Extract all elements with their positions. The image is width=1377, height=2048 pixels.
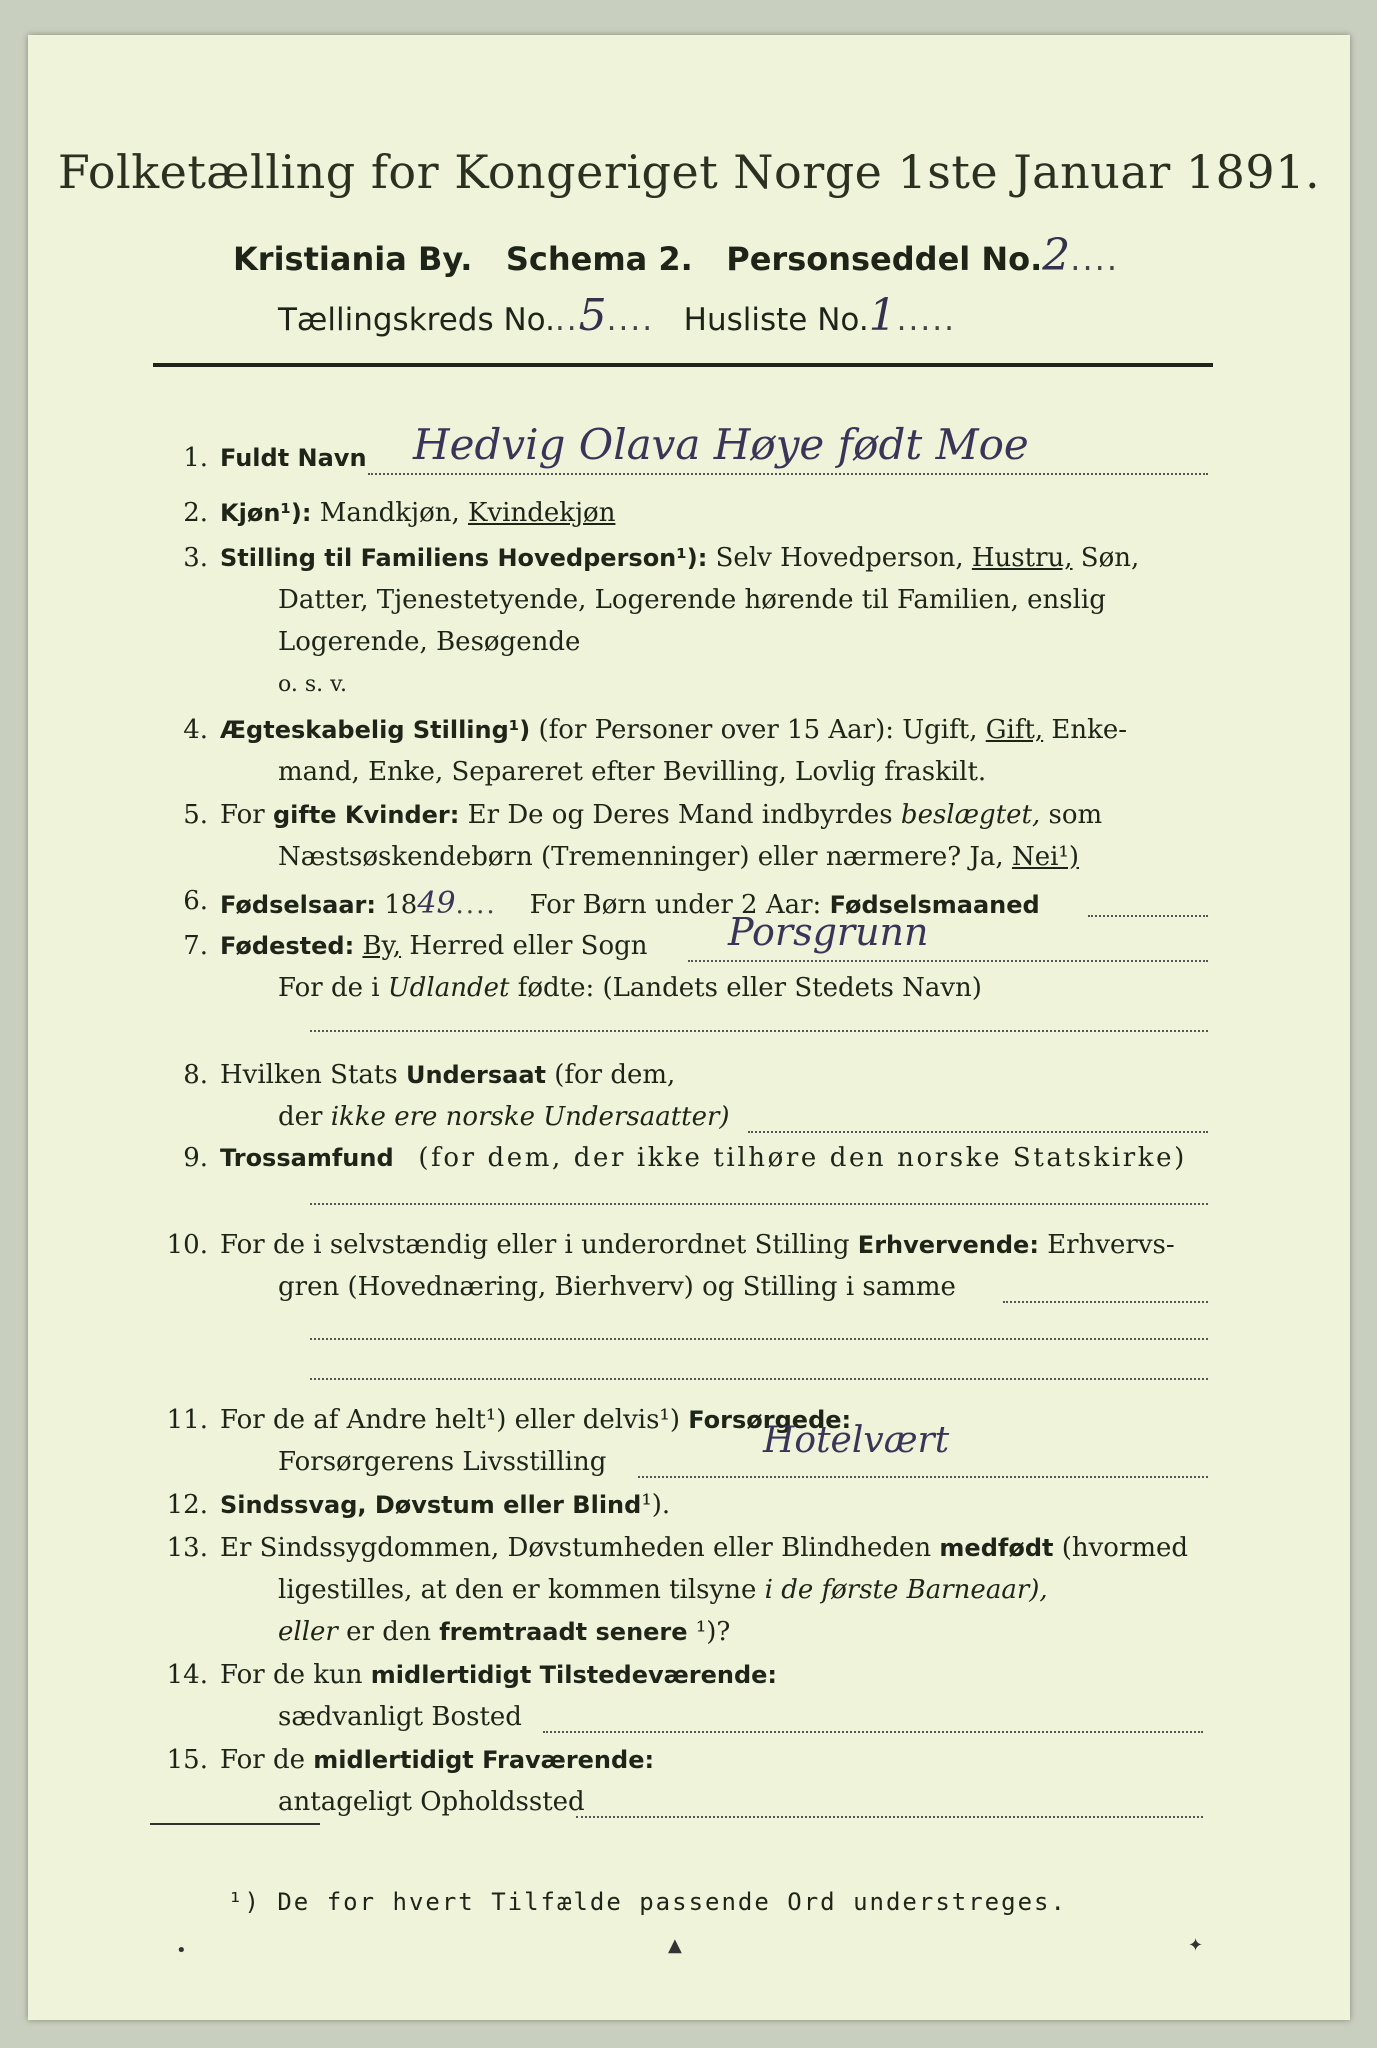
punch-mark-icon: • [176, 1940, 187, 1961]
personseddel-label: Personseddel No. [726, 240, 1043, 278]
position-marked: Hustru, [971, 543, 1073, 573]
kreds-number: 5 [578, 290, 607, 341]
kreds-label: Tællingskreds No. [278, 302, 555, 338]
full-name-value: Hedvig Olava Høye født Moe [413, 420, 1029, 469]
footnote: ¹) De for hvert Tilfælde passende Ord understreges. [228, 1888, 1067, 1916]
full-name-label: Fuldt Navn [220, 444, 367, 472]
provider-occupation-value: Hotelvært [763, 1420, 950, 1461]
birthplace-marked: By, [362, 931, 402, 961]
punch-mark-icon: ✦ [1188, 1935, 1204, 1956]
punch-mark-icon: ▲ [668, 1935, 682, 1956]
header-rule [153, 363, 1213, 367]
husliste-label: Husliste No. [683, 302, 869, 338]
census-form: Folketælling for Kongeriget Norge 1ste Januar 1891. Kristiania By. Schema 2. Personseddel No.2.... Tællingskreds No...5.... Husliste No.1..... 1. Fuldt Navn Hedvig Olava Høye født Moe 2. Kjøn¹): Mandkjøn, Kvindekjøn 3. Stilling til Familiens Hovedperson¹): Selv Hovedperson, Hustru, Søn, Datter, Tjenestetyende, Logerende hørende til Familien, enslig Logerende, Besøgende o. s. v. 4. Ægteskabelig Stilling¹) (for Personer over 15 Aar): Ugift, Gift, Enke- mand, Enke, Separeret efter Bevilling, Lovlig fraskilt. 5. For gifte Kvinder: Er De og Deres Mand indbyrdes beslægtet, som Næstsøskendebørn (Tremenninger) eller nærmere? Ja, Nei¹) 6. Fødselsaar: 1849.... For Børn under 2 Aar: Fødselsmaaned 7. Fødested: By, Herred eller Sogn Porsgrunn For de i Udlandet fødte: (Landets eller Stedets Navn) 8. Hvilken Stats Undersaat (for dem, der ikke ere norske Undersaatter) 9. Trossamfund (for dem, der ikke tilhøre den norske Statskirke) 10. For de i selvstændig eller i underordnet Stilling Erhvervende: Erhvervs- gren (Hovednæring, Bierhverv) og Stilling i samme 11. For de af Andre helt¹) eller delvis¹) Forsørgede: Forsørgerens Livsstilling Hotelvært 12. Sindssvag, Døvstum eller Blind¹). 13. Er Sindssygdommen, Døvstumheden eller Blindheden medfødt (hvormed ligestilles, at den er kommen tilsyne i de første Barneaar), eller er den fremtraadt senere ¹)? 14. For de kun midlertidigt Tilstedeværende: sædvanligt Bosted 15. For de midlertidigt Fraværende: antageligt Opholdssted ¹) De for hvert Tilfælde passende Ord understreges. • ▲ ✦ [28, 35, 1350, 2020]
form-subtitle-2: Tællingskreds No...5.... Husliste No.1..... [278, 290, 956, 341]
footnote-rule [150, 1823, 320, 1825]
birth-year-value: 49 [417, 886, 456, 921]
schema: Schema 2. [505, 240, 693, 278]
full-name-line [368, 473, 1208, 475]
husliste-number: 1 [868, 290, 897, 341]
city: Kristiania By. [233, 240, 473, 278]
form-title: Folketælling for Kongeriget Norge 1ste Januar 1891. [57, 145, 1321, 199]
birthplace-value: Porsgrunn [728, 910, 929, 954]
sex-marked: Kvindekjøn [468, 498, 616, 528]
marital-marked: Gift, [985, 715, 1044, 745]
personseddel-number: 2 [1042, 230, 1071, 281]
related-marked: Nei¹) [1011, 842, 1079, 872]
form-subtitle: Kristiania By. Schema 2. Personseddel No.2.... [233, 230, 1119, 281]
